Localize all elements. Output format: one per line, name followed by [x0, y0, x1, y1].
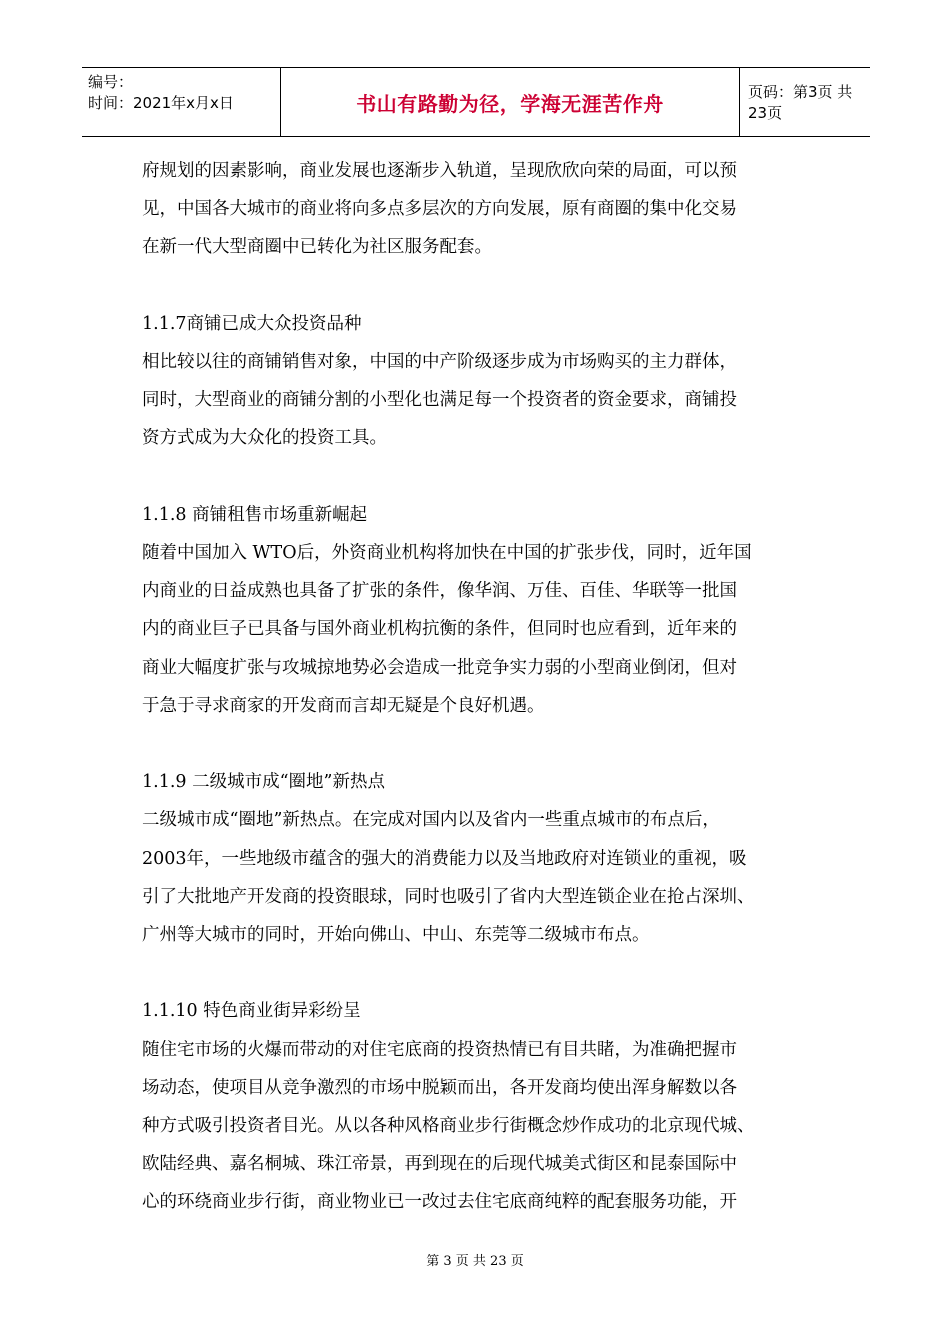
body-line: 府规划的因素影响，商业发展也逐渐步入轨道，呈现欣欣向荣的局面，可以预 [142, 161, 737, 181]
body-line: 心的环绕商业步行街，商业物业已一改过去住宅底商纯粹的配套服务功能，开 [142, 1192, 737, 1213]
header-right-cell [740, 68, 870, 136]
body-line: 在新一代大型商圈中已转化为社区服务配套。 [142, 237, 492, 258]
body-line: 1.1.9 二级城市成“圈地”新热点 [142, 772, 385, 793]
body-line: 商业大幅度扩张与攻城掠地势必会造成一批竞争实力弱的小型商业倒闭，但对 [142, 657, 737, 678]
body-line: 见，中国各大城市的商业将向多点多层次的方向发展，原有商圈的集中化交易 [142, 199, 737, 220]
page-footer: 第 3 页 共 23 页 [426, 1254, 524, 1269]
body-line: 随着中国加入 WTO后，外资商业机构将加快在中国的扩张步伐，同时，近年国 [142, 543, 752, 563]
body-line: 1.1.7商铺已成大众投资品种 [142, 313, 362, 334]
header-page-info: 页码：第3页 共23页 [748, 83, 853, 122]
body-line: 内的商业巨子已具备与国外商业机构抗衡的条件，但同时也应看到，近年来的 [142, 619, 737, 640]
header-left-cell [82, 68, 281, 136]
body-line: 相比较以往的商铺销售对象，中国的中产阶级逐步成为市场购买的主力群体， [142, 352, 737, 372]
body-line: 1.1.10 特色商业街异彩纷呈 [142, 1001, 361, 1022]
body-line: 内商业的日益成熟也具备了扩张的条件，像华润、万佳、百佳、华联等一批国 [142, 581, 737, 602]
body-line: 二级城市成“圈地”新热点。在完成对国内以及省内一些重点城市的布点后， [142, 810, 720, 831]
body-line: 引了大批地产开发商的投资眼球，同时也吸引了省内大型连锁企业在抢占深圳、 [142, 886, 755, 907]
body-line: 场动态，使项目从竞争激烈的市场中脱颖而出，各开发商均使出浑身解数以各 [142, 1077, 737, 1098]
header-motto: 书山有路勤为径，学海无涯苦作舟 [356, 91, 664, 116]
body-line: 种方式吸引投资者目光。从以各种风格商业步行街概念炒作成功的北京现代城、 [142, 1116, 755, 1136]
body-line: 随住宅市场的火爆而带动的对住宅底商的投资热情已有目共睹，为准确把握市 [142, 1039, 737, 1060]
page-header [82, 67, 870, 137]
body-line: 于急于寻求商家的开发商而言却无疑是个良好机遇。 [142, 695, 545, 716]
body-line: 资方式成为大众化的投资工具。 [142, 428, 387, 449]
document-date: 时间：2021年x月x日 [88, 94, 234, 112]
body-line: 同时，大型商业的商铺分割的小型化也满足每一个投资者的资金要求，商铺投 [142, 390, 737, 411]
document-number-label: 编号： [88, 73, 134, 91]
body-line: 2003年，一些地级市蕴含的强大的消费能力以及当地政府对连锁业的重视，吸 [142, 848, 747, 869]
header-middle-cell [281, 68, 740, 136]
body-line: 广州等大城市的同时，开始向佛山、中山、东莞等二级城市布点。 [142, 925, 650, 945]
body-line: 1.1.8 商铺租售市场重新崛起 [142, 504, 368, 525]
body-line: 欧陆经典、嘉名桐城、珠江帝景，再到现在的后现代城美式街区和昆泰国际中 [142, 1154, 737, 1175]
